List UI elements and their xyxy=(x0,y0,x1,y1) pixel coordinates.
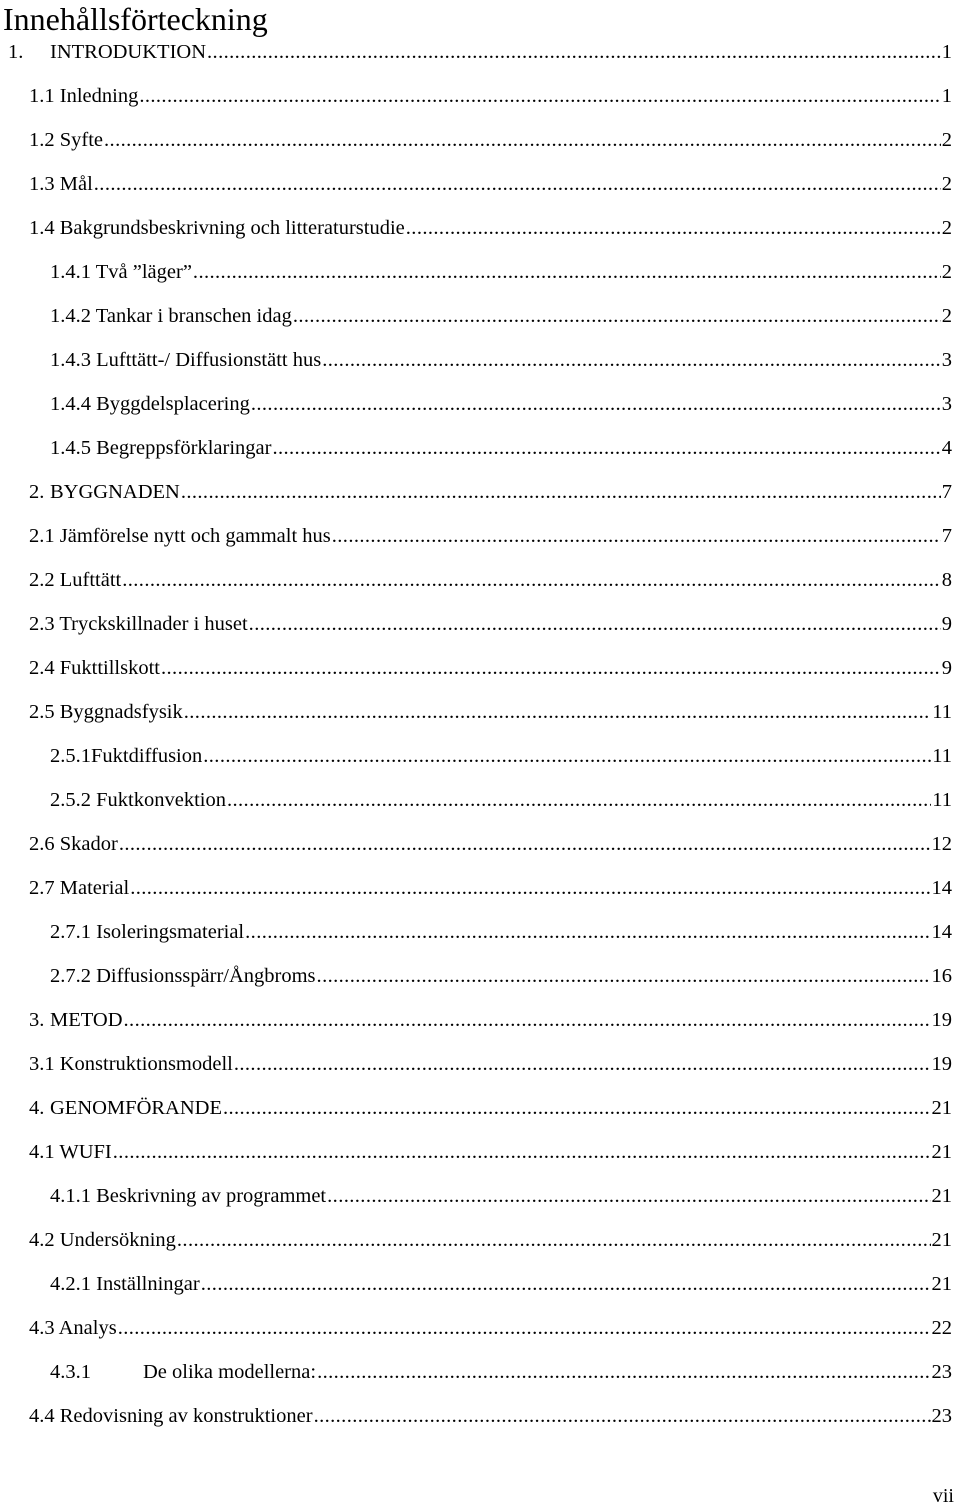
toc-entry-1-4-4[interactable] xyxy=(50,390,952,418)
toc-title: 2.7 Material xyxy=(29,877,130,899)
footer-page-number: vii xyxy=(932,1485,954,1507)
toc-entry-2[interactable] xyxy=(29,478,952,506)
toc-page-number: 2 xyxy=(941,173,952,195)
toc-entry-1-3[interactable] xyxy=(29,170,952,198)
toc-leader xyxy=(201,1270,931,1298)
toc-page-number: 11 xyxy=(932,701,952,723)
toc-leader xyxy=(124,1006,931,1034)
toc-leader xyxy=(322,346,941,374)
toc-page-number: 21 xyxy=(931,1229,952,1251)
toc-entry-1-4-1[interactable] xyxy=(50,258,952,286)
toc-page-number: 14 xyxy=(931,921,952,943)
toc-entry-4-1-1[interactable] xyxy=(50,1182,952,1210)
toc-entry-2-6[interactable] xyxy=(29,830,952,858)
toc-page-number: 7 xyxy=(941,525,952,547)
toc-entry-4-3[interactable] xyxy=(29,1314,952,1342)
toc-entry-2-7[interactable] xyxy=(29,874,952,902)
toc-page-number: 11 xyxy=(932,745,952,767)
toc-page-number: 12 xyxy=(931,833,952,855)
toc-entry-4-2-1[interactable] xyxy=(50,1270,952,1298)
toc-page-number: 19 xyxy=(931,1009,952,1031)
toc-leader xyxy=(113,1138,931,1166)
toc-page-number: 2 xyxy=(941,261,952,283)
toc-page-number: 21 xyxy=(931,1185,952,1207)
toc-number: 4. xyxy=(29,1097,45,1119)
toc-title: 2.5.1Fuktdiffusion xyxy=(50,745,203,767)
toc-entry-1-4-3[interactable] xyxy=(50,346,952,374)
toc-number: 3. xyxy=(29,1009,45,1031)
toc-page-number: 3 xyxy=(941,349,952,371)
toc-leader xyxy=(181,478,941,506)
toc-leader xyxy=(94,170,941,198)
toc-number: 4.3.1 xyxy=(50,1361,91,1383)
toc-entry-3[interactable] xyxy=(29,1006,952,1034)
toc-entry-1-4-2[interactable] xyxy=(50,302,952,330)
toc-leader xyxy=(234,1050,931,1078)
toc-page-number: 2 xyxy=(941,305,952,327)
toc-entry-2-5-1[interactable] xyxy=(50,742,952,770)
toc-page-number: 9 xyxy=(941,657,952,679)
toc-entry-4-4[interactable] xyxy=(29,1402,952,1430)
toc-leader xyxy=(332,522,941,550)
toc-page-number: 7 xyxy=(941,481,952,503)
toc-entry-4-3-1[interactable] xyxy=(50,1358,952,1386)
toc-title: 1.4.2 Tankar i branschen idag xyxy=(50,305,292,327)
toc-leader xyxy=(223,1094,931,1122)
toc-title: 4.4 Redovisning av konstruktioner xyxy=(29,1405,313,1427)
toc-leader xyxy=(139,82,940,110)
toc-entry-4-1[interactable] xyxy=(29,1138,952,1166)
toc-title: BYGGNADEN xyxy=(50,481,180,503)
toc-title: 4.2 Undersökning xyxy=(29,1229,176,1251)
toc-entry-2-7-1[interactable] xyxy=(50,918,952,946)
toc-entry-1[interactable] xyxy=(8,38,952,66)
toc-entry-1-2[interactable] xyxy=(29,126,952,154)
toc-title: 2.5 Byggnadsfysik xyxy=(29,701,183,723)
toc-entry-2-5-2[interactable] xyxy=(50,786,952,814)
toc-page-number: 2 xyxy=(941,217,952,239)
toc-title: 4.1.1 Beskrivning av programmet xyxy=(50,1185,327,1207)
toc-title: 2.4 Fukttillskott xyxy=(29,657,160,679)
toc-entry-2-4[interactable] xyxy=(29,654,952,682)
toc-page-number: 21 xyxy=(931,1273,952,1295)
toc-leader xyxy=(104,126,941,154)
toc-leader xyxy=(249,610,941,638)
page-title: Innehållsförteckning xyxy=(3,1,268,37)
toc-page-number: 21 xyxy=(931,1141,952,1163)
toc-leader xyxy=(227,786,931,814)
toc-leader xyxy=(314,1402,931,1430)
toc-entry-4[interactable] xyxy=(29,1094,952,1122)
toc-title: 2.7.1 Isoleringsmaterial xyxy=(50,921,245,943)
toc-leader xyxy=(245,918,930,946)
toc-leader xyxy=(203,742,931,770)
toc-title: 1.4.3 Lufttätt-/ Diffusionstätt hus xyxy=(50,349,322,371)
toc-entry-1-1[interactable] xyxy=(29,82,952,110)
toc-leader xyxy=(317,962,931,990)
toc-page-number: 1 xyxy=(941,85,952,107)
toc-title: 2.6 Skador xyxy=(29,833,118,855)
toc-title: De olika modellerna: xyxy=(143,1361,317,1383)
toc-leader xyxy=(251,390,941,418)
toc-number: 2. xyxy=(29,481,45,503)
toc-title: 1.4.4 Byggdelsplacering xyxy=(50,393,250,415)
toc-title: 1.4.5 Begreppsförklaringar xyxy=(50,437,272,459)
toc-page-number: 8 xyxy=(941,569,952,591)
toc-title: 4.1 WUFI xyxy=(29,1141,112,1163)
toc-title: 1.2 Syfte xyxy=(29,129,104,151)
toc-entry-4-2[interactable] xyxy=(29,1226,952,1254)
toc-title: 2.1 Jämförelse nytt och gammalt hus xyxy=(29,525,331,547)
toc-entry-2-3[interactable] xyxy=(29,610,952,638)
toc-page-number: 16 xyxy=(931,965,952,987)
toc-page-number: 14 xyxy=(931,877,952,899)
toc-page-number: 3 xyxy=(941,393,952,415)
toc-title: 1.4 Bakgrundsbeskrivning och litteraturstudie xyxy=(29,217,405,239)
toc-leader xyxy=(406,214,941,242)
toc-page-number: 11 xyxy=(932,789,952,811)
toc-page-number: 4 xyxy=(941,437,952,459)
toc-entry-1-4[interactable] xyxy=(29,214,952,242)
toc-page-number: 2 xyxy=(941,129,952,151)
toc-page-number: 22 xyxy=(931,1317,952,1339)
toc-title: 2.5.2 Fuktkonvektion xyxy=(50,789,226,811)
toc-title: 2.2 Lufttätt xyxy=(29,569,122,591)
toc-entry-1-4-5[interactable] xyxy=(50,434,952,462)
toc-page-number: 21 xyxy=(931,1097,952,1119)
toc-leader xyxy=(272,434,940,462)
toc-entry-2-1[interactable] xyxy=(29,522,952,550)
toc-page-number: 23 xyxy=(931,1405,952,1427)
toc-title: 1.3 Mål xyxy=(29,173,93,195)
toc-leader xyxy=(119,830,931,858)
toc-title: 2.7.2 Diffusionsspärr/Ångbroms xyxy=(50,965,316,987)
toc-title: 3.1 Konstruktionsmodell xyxy=(29,1053,233,1075)
toc-title: INTRODUKTION xyxy=(50,41,207,63)
toc-title: GENOMFÖRANDE xyxy=(50,1097,222,1119)
toc-leader xyxy=(177,1226,931,1254)
toc-title: 1.4.1 Två ”läger” xyxy=(50,261,192,283)
toc-entry-2-5[interactable] xyxy=(29,698,952,726)
toc-leader xyxy=(327,1182,930,1210)
toc-title: 4.3 Analys xyxy=(29,1317,117,1339)
toc-entry-2-7-2[interactable] xyxy=(50,962,952,990)
toc-leader xyxy=(161,654,941,682)
toc-title: METOD xyxy=(50,1009,123,1031)
toc-number: 1. xyxy=(8,41,24,63)
toc-leader xyxy=(130,874,930,902)
toc-leader xyxy=(207,38,941,66)
toc-entry-2-2[interactable] xyxy=(29,566,952,594)
toc-leader xyxy=(184,698,932,726)
toc-leader xyxy=(317,1358,930,1386)
toc-page-number: 1 xyxy=(941,41,952,63)
toc-leader xyxy=(118,1314,931,1342)
toc-entry-3-1[interactable] xyxy=(29,1050,952,1078)
toc-title: 1.1 Inledning xyxy=(29,85,139,107)
toc-title: 2.3 Tryckskillnader i huset xyxy=(29,613,248,635)
toc-leader xyxy=(293,302,941,330)
toc-title: 4.2.1 Inställningar xyxy=(50,1273,200,1295)
toc-page-number: 9 xyxy=(941,613,952,635)
toc-leader xyxy=(193,258,941,286)
toc-page-number: 19 xyxy=(931,1053,952,1075)
toc-leader xyxy=(122,566,941,594)
toc-page-number: 23 xyxy=(931,1361,952,1383)
